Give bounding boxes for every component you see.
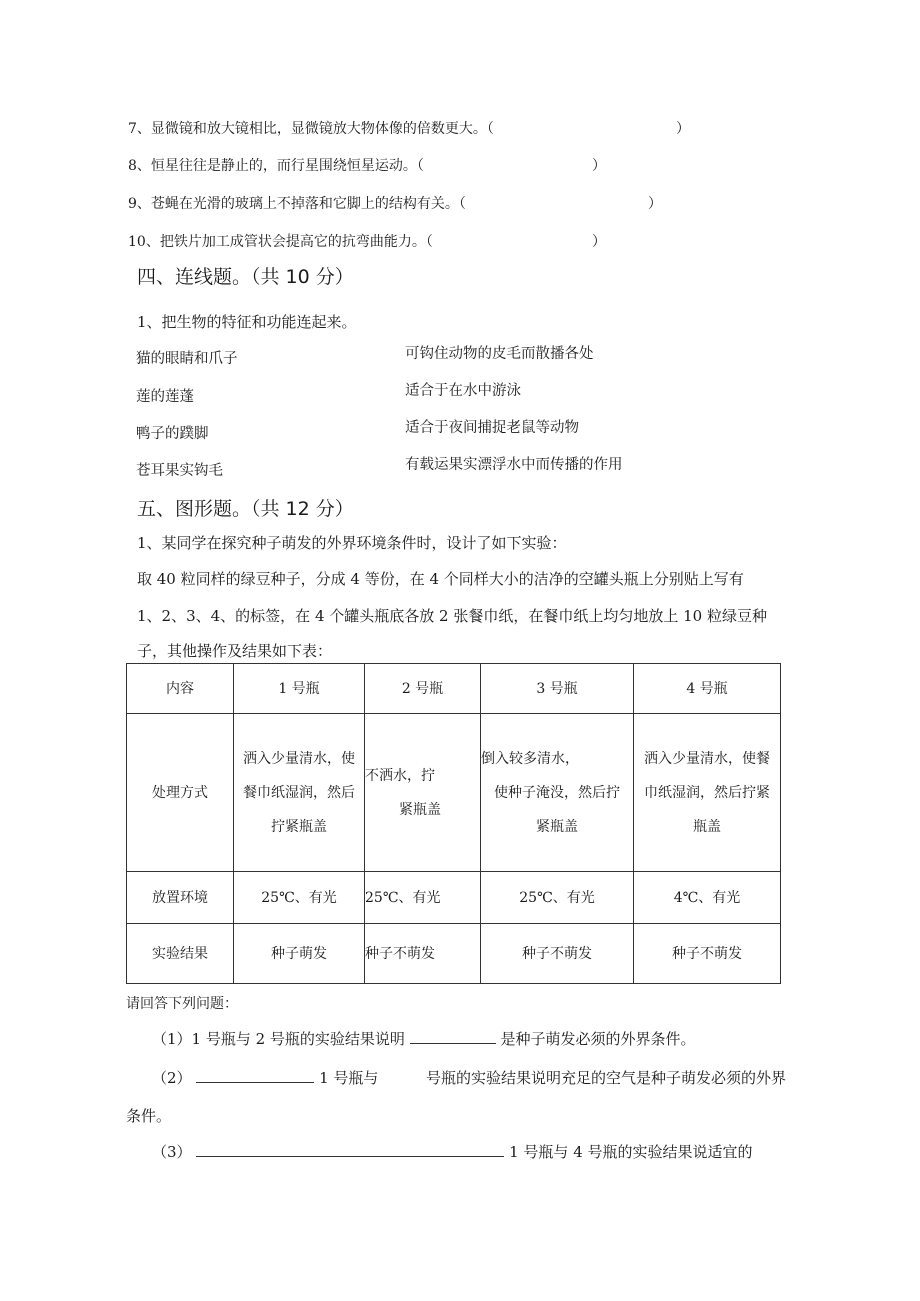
- answer-2-middle: 1 号瓶与: [319, 1069, 379, 1087]
- result-bottle-3: 种子不萌发: [481, 924, 634, 984]
- header-bottle-3: 3 号瓶: [481, 664, 634, 714]
- question-7: 7、显微镜和放大镜相比，显微镜放大物体像的倍数更大。（: [128, 121, 494, 137]
- environment-bottle-1: 25℃、有光: [234, 872, 365, 924]
- environment-bottle-3: 25℃、有光: [481, 872, 634, 924]
- cell-line: 使种子淹没，然后拧: [494, 784, 620, 801]
- answer-3-blank[interactable]: [196, 1142, 504, 1157]
- section-5-paragraph-2: 1、2、3、4、的标签，在 4 个罐头瓶底各放 2 张餐巾纸，在餐巾纸上均匀地放上 10 粒绿豆种: [137, 607, 767, 625]
- answer-3-suffix: 1 号瓶与 4 号瓶的实验结果说适宜的: [509, 1143, 753, 1161]
- result-bottle-4: 种子不萌发: [634, 924, 781, 984]
- cell-line: 洒入少量清水，使: [243, 750, 355, 767]
- section-5-paragraph-1: 取 40 粒同样的绿豆种子，分成 4 等份，在 4 个同样大小的洁净的空罐头瓶上分别贴上写有: [137, 570, 744, 588]
- question-9: 9、苍蝇在光滑的玻璃上不掉落和它脚上的结构有关。（: [128, 196, 466, 212]
- answer-2-blank-1[interactable]: [196, 1068, 314, 1083]
- answer-1-suffix: 是种子萌发必须的外界条件。: [500, 1030, 696, 1048]
- cell-line: 巾纸湿润，然后拧紧: [644, 784, 770, 801]
- table-row-treatment: [127, 714, 781, 872]
- section-5-paragraph-3: 子，其他操作及结果如下表：: [137, 642, 333, 660]
- section-4-question: 1、把生物的特征和功能连起来。: [137, 313, 357, 331]
- row-label-treatment: 处理方式: [127, 714, 234, 872]
- header-bottle-1: 1 号瓶: [234, 664, 365, 714]
- treatment-bottle-4: [634, 714, 781, 872]
- table-row-result: [127, 924, 781, 984]
- table-header-row: [127, 664, 781, 714]
- treatment-bottle-1: [234, 714, 365, 872]
- cell-line: 紧瓶盖: [399, 801, 441, 818]
- answer-2-blank-2[interactable]: [383, 1068, 421, 1083]
- answer-2-suffix: 号瓶的实验结果说明充足的空气是种子萌发必须的外界: [425, 1069, 786, 1087]
- match-right-2: 适合于在水中游泳: [405, 383, 521, 399]
- treatment-bottle-2: [365, 714, 481, 872]
- answer-2-continued: 条件。: [126, 1107, 172, 1125]
- treatment-bottle-3: [481, 714, 634, 872]
- experiment-table: [126, 663, 781, 984]
- cell-line: 洒入少量清水，使餐: [644, 750, 770, 767]
- row-label-environment: 放置环境: [127, 872, 234, 924]
- question-8-close-paren: ）: [592, 158, 606, 174]
- match-left-4: 苍耳果实钩毛: [136, 463, 223, 479]
- answer-2-prefix: （2）: [152, 1069, 192, 1087]
- header-bottle-2: 2 号瓶: [365, 664, 481, 714]
- header-content: 内容: [127, 664, 234, 714]
- section-5-question-1: 1、某同学在探究种子萌发的外界环境条件时，设计了如下实验：: [137, 534, 567, 552]
- answer-1-prefix: （1）1 号瓶与 2 号瓶的实验结果说明: [152, 1030, 405, 1048]
- answer-2: [152, 1067, 786, 1088]
- cell-line: 倒入较多清水，: [481, 750, 579, 767]
- match-left-1: 猫的眼睛和爪子: [136, 351, 238, 367]
- row-label-result: 实验结果: [127, 924, 234, 984]
- match-left-2: 莲的莲蓬: [136, 389, 194, 405]
- environment-bottle-2: 25℃、有光: [365, 872, 481, 924]
- table-row-environment: [127, 872, 781, 924]
- match-right-1: 可钩住动物的皮毛而散播各处: [405, 346, 594, 362]
- section-4-title: 四、连线题。（共 10 分）: [137, 266, 354, 288]
- answer-prompt: 请回答下列问题：: [126, 996, 238, 1012]
- question-10: 10、把铁片加工成管状会提高它的抗弯曲能力。（: [128, 234, 433, 250]
- question-10-close-paren: ）: [592, 234, 606, 250]
- environment-bottle-4: 4℃、有光: [634, 872, 781, 924]
- cell-line: 餐巾纸湿润，然后: [243, 784, 355, 801]
- question-9-close-paren: ）: [648, 196, 662, 212]
- header-bottle-4: 4 号瓶: [634, 664, 781, 714]
- match-left-3: 鸭子的蹼脚: [136, 426, 209, 442]
- cell-line: 瓶盖: [693, 818, 721, 835]
- question-8: 8、恒星往往是静止的，而行星围绕恒星运动。（: [128, 158, 424, 174]
- answer-3: [152, 1141, 753, 1162]
- section-5-title: 五、图形题。（共 12 分）: [137, 498, 354, 520]
- cell-line: 拧紧瓶盖: [271, 818, 327, 835]
- cell-line: 紧瓶盖: [536, 818, 578, 835]
- cell-line: 不洒水，拧: [365, 767, 435, 784]
- result-bottle-1: 种子萌发: [234, 924, 365, 984]
- answer-3-prefix: （3）: [152, 1143, 192, 1161]
- question-7-close-paren: ）: [676, 121, 690, 137]
- answer-1-blank[interactable]: [410, 1029, 496, 1044]
- match-right-4: 有载运果实漂浮水中而传播的作用: [405, 457, 623, 473]
- match-right-3: 适合于夜间捕捉老鼠等动物: [405, 420, 579, 436]
- answer-1: [152, 1028, 696, 1049]
- result-bottle-2: 种子不萌发: [365, 924, 481, 984]
